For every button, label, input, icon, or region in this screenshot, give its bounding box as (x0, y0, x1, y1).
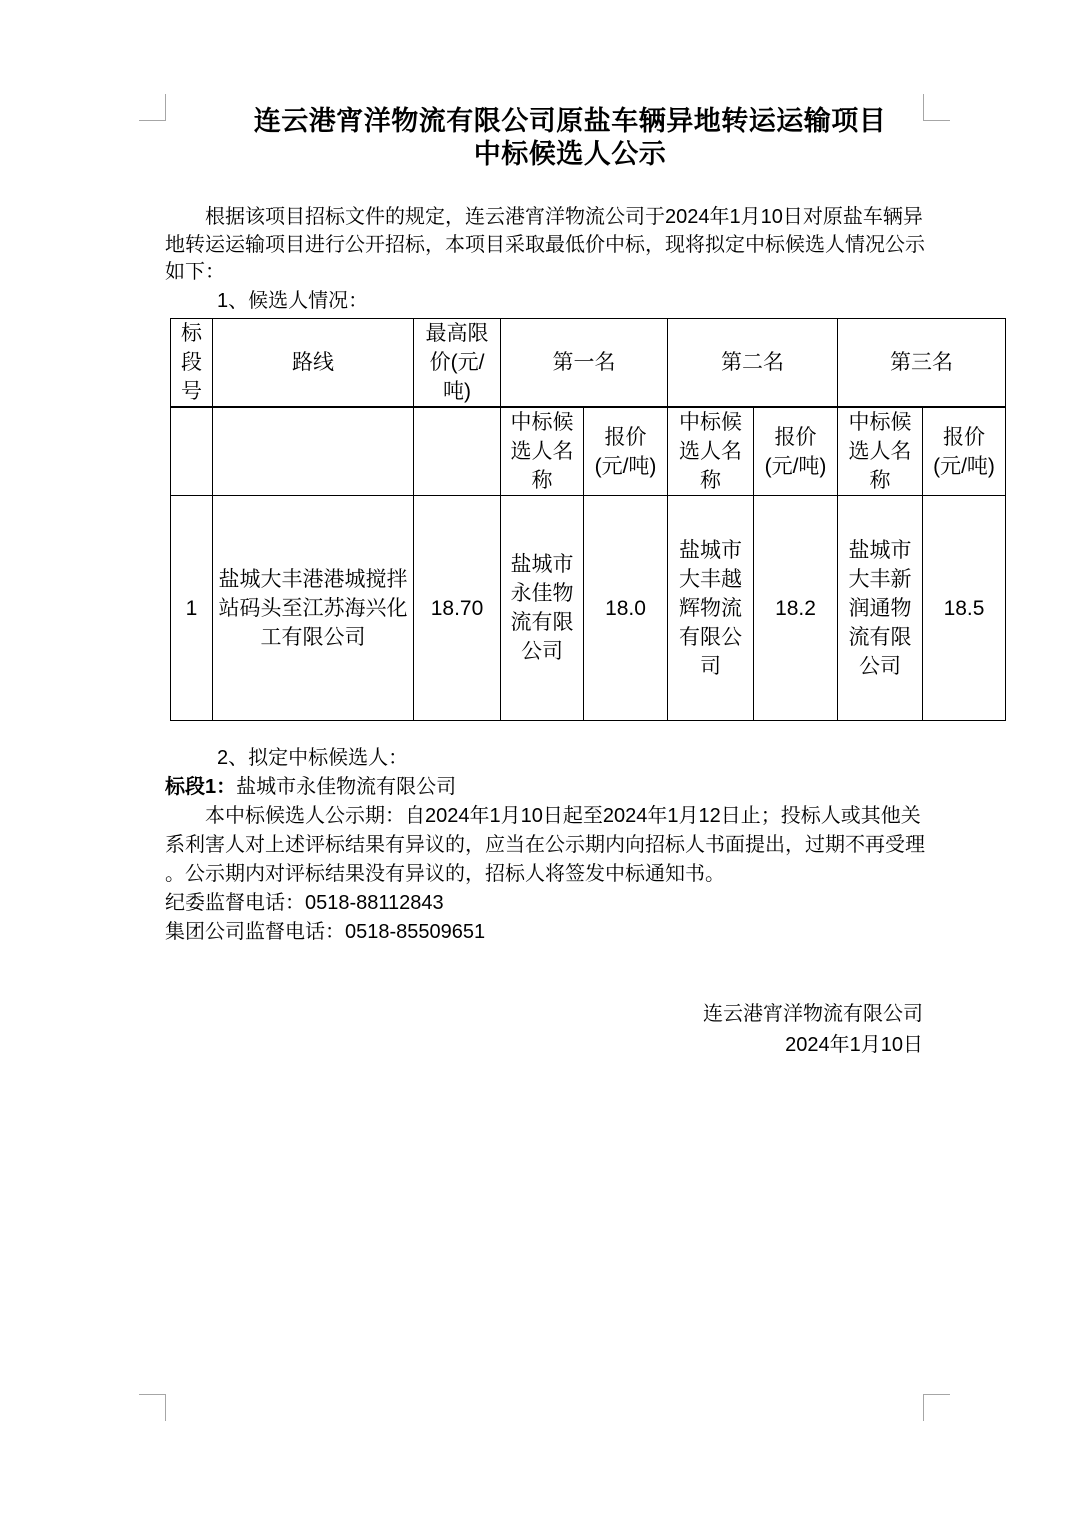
col-header-rank2: 第二名 (668, 319, 838, 408)
crop-mark-bottom-left (139, 1394, 166, 1421)
title-line-2: 中标候选人公示 (473, 139, 667, 169)
cell-segment-no: 1 (171, 496, 213, 721)
signature-date: 2024年1月10日 (785, 1034, 923, 1056)
col-header-max-price: 最高限价(元/吨) (414, 319, 501, 408)
phone-group-line: 集团公司监督电话：0518-85509651 (165, 921, 486, 943)
col-header-candidate-name-2: 中标候选人名称 (668, 407, 754, 496)
segment1-line (165, 773, 955, 802)
notice-line-2: 系利害人对上述评标结果有异议的，应当在公示期内向招标人书面提出，过期不再受理 (165, 834, 925, 856)
crop-mark-top-left (139, 94, 166, 121)
col-header-bid-price-2: 报价(元/吨) (754, 407, 838, 496)
cell-rank3-price: 18.5 (923, 496, 1006, 721)
candidates-table (170, 318, 1006, 721)
crop-mark-top-right (923, 94, 950, 121)
section1-heading: 1、候选人情况： (217, 290, 369, 312)
signature-block (165, 999, 923, 1061)
title-line-1: 连云港宵洋物流有限公司原盐车辆异地转运运输项目 (253, 106, 887, 136)
cell-rank1-price: 18.0 (584, 496, 668, 721)
signature-company: 连云港宵洋物流有限公司 (703, 1003, 923, 1025)
empty-cell (171, 407, 213, 496)
table-header-row-1 (171, 319, 1006, 408)
intro-line-1: 根据该项目招标文件的规定，连云港宵洋物流公司于2024年1月10日对原盐车辆异 (205, 206, 923, 228)
cell-rank2-price: 18.2 (754, 496, 838, 721)
segment1-company: 盐城市永佳物流有限公司 (236, 776, 457, 798)
cell-rank2-name: 盐城市大丰越辉物流有限公司 (668, 496, 754, 721)
intro-line-2: 地转运运输项目进行公开招标，本项目采取最低价中标，现将拟定中标候选人情况公示 (165, 233, 925, 256)
table-header-row-2 (171, 407, 1006, 496)
notice-line-1: 本中标候选人公示期：自2024年1月10日起至2024年1月12日止；投标人或其他关 (205, 805, 921, 827)
col-header-candidate-name-1: 中标候选人名称 (501, 407, 584, 496)
phone-jiwei-line: 纪委监督电话：0518-88112843 (165, 892, 444, 914)
col-header-rank3: 第三名 (838, 319, 1006, 408)
crop-mark-bottom-right (923, 1394, 950, 1421)
empty-cell (414, 407, 501, 496)
cell-route: 盐城大丰港港城搅拌站码头至江苏海兴化工有限公司 (213, 496, 414, 721)
notice-line-3: 。公示期内对评标结果没有异议的，招标人将签发中标通知书。 (165, 863, 725, 885)
segment1-label: 标段1： (165, 776, 237, 798)
cell-max-price: 18.70 (414, 496, 501, 721)
table-row (171, 496, 1006, 721)
document-title (217, 105, 923, 171)
intro-paragraph (165, 204, 935, 287)
col-header-bid-price-3: 报价(元/吨) (923, 407, 1006, 496)
col-header-segment-no: 标段号 (171, 319, 213, 408)
cell-rank3-name: 盐城市大丰新润通物流有限公司 (838, 496, 923, 721)
col-header-rank1: 第一名 (501, 319, 668, 408)
col-header-bid-price-1: 报价(元/吨) (584, 407, 668, 496)
section2-heading: 2、拟定中标候选人： (217, 747, 409, 769)
empty-cell (213, 407, 414, 496)
col-header-candidate-name-3: 中标候选人名称 (838, 407, 923, 496)
intro-line-3: 如下： (165, 261, 225, 283)
col-header-route: 路线 (213, 319, 414, 408)
cell-rank1-name: 盐城市永佳物流有限公司 (501, 496, 584, 721)
section2-block (165, 744, 955, 947)
